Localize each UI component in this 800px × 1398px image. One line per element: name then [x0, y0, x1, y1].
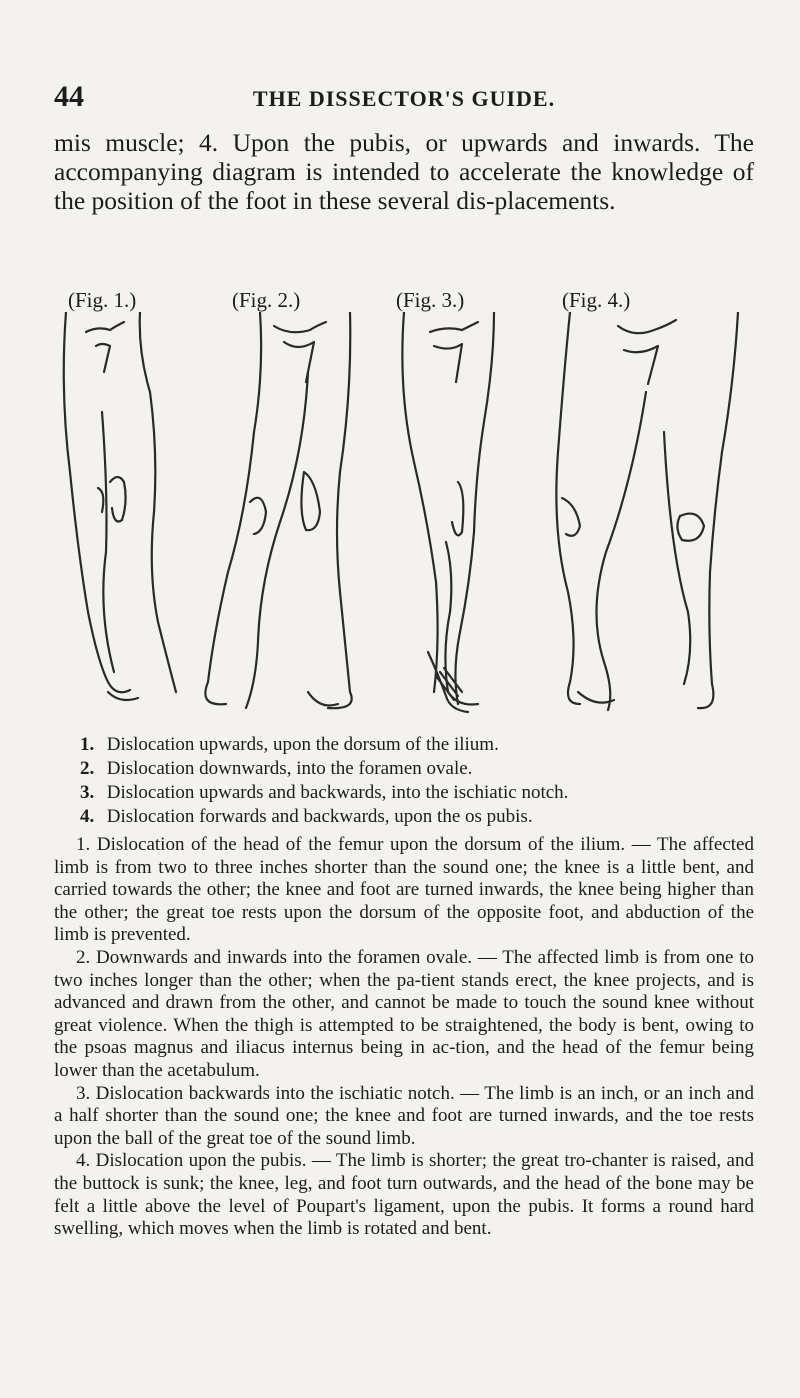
paragraph-1: 1. Dislocation of the head of the femur upon the dorsum of the ilium. — The affected limb is from two to three inches shorter than the sound one; the knee is a little bent, and carried towards the other; the knee and foot are turned inwards, the knee being higher than the other; the great toe rests upon the dorsum of the opposite foot, and abduction of the limb is prevented.	[54, 834, 754, 946]
figure-legend	[80, 733, 760, 829]
paragraph-4: 4. Dislocation upon the pubis. — The limb is shorter; the great tro-chanter is raised, and the buttock is sunk; the knee, leg, and foot turn outwards, and the head of the bone may be felt a little above the level of Poupart's ligament, upon the pubis. It forms a round hard swelling, which moves when the limb is rotated and bent.	[54, 1150, 754, 1240]
body-text	[54, 834, 754, 1241]
legend-item: 4. Dislocation forwards and backwards, upon the os pubis.	[80, 806, 533, 827]
legend-item: 2. Dislocation downwards, into the foramen ovale.	[80, 758, 473, 779]
paragraph-2: 2. Downwards and inwards into the foramen ovale. — The affected limb is from one to two inches longer than the other; when the pa-tient stands erect, the knee projects, and is advanced and drawn from the other, and cannot be made to touch the sound knee without great violence. When the thigh is attempted to be straightened, the body is bent, owing to the psoas magnus and iliacus internus being in ac-tion, and the head of the femur being lower than the acetabulum.	[54, 946, 754, 1081]
fig-2-drawing	[205, 312, 351, 708]
fig-3-label: (Fig. 3.)	[396, 288, 465, 312]
fig-1-label: (Fig. 1.)	[68, 288, 137, 312]
legend-item: 3. Dislocation upwards and backwards, into the ischiatic notch.	[80, 782, 569, 803]
legend-item: 1. Dislocation upwards, upon the dorsum of the ilium.	[80, 734, 499, 755]
page-number: 44	[54, 80, 84, 113]
fig-3-drawing	[402, 312, 494, 712]
dislocation-diagram	[58, 312, 748, 732]
fig-4-drawing	[556, 312, 738, 710]
page-header	[54, 80, 754, 120]
paragraph-3: 3. Dislocation backwards into the ischiatic notch. — The limb is an inch, or an inch and a half shorter than the sound one; the knee and foot are turned inwards, and the toe rests upon the ball of the great toe of the sound limb.	[54, 1082, 754, 1149]
fig-4-label: (Fig. 4.)	[562, 288, 631, 312]
intro-paragraph: mis muscle; 4. Upon the pubis, or upwards and inwards. The accompanying diagram is intended to accelerate the knowledge of the position of the foot in these several dis-placements.	[54, 128, 754, 215]
fig-1-drawing	[64, 312, 176, 700]
fig-2-label: (Fig. 2.)	[232, 288, 301, 312]
running-title: THE DISSECTOR'S GUIDE.	[252, 86, 556, 111]
